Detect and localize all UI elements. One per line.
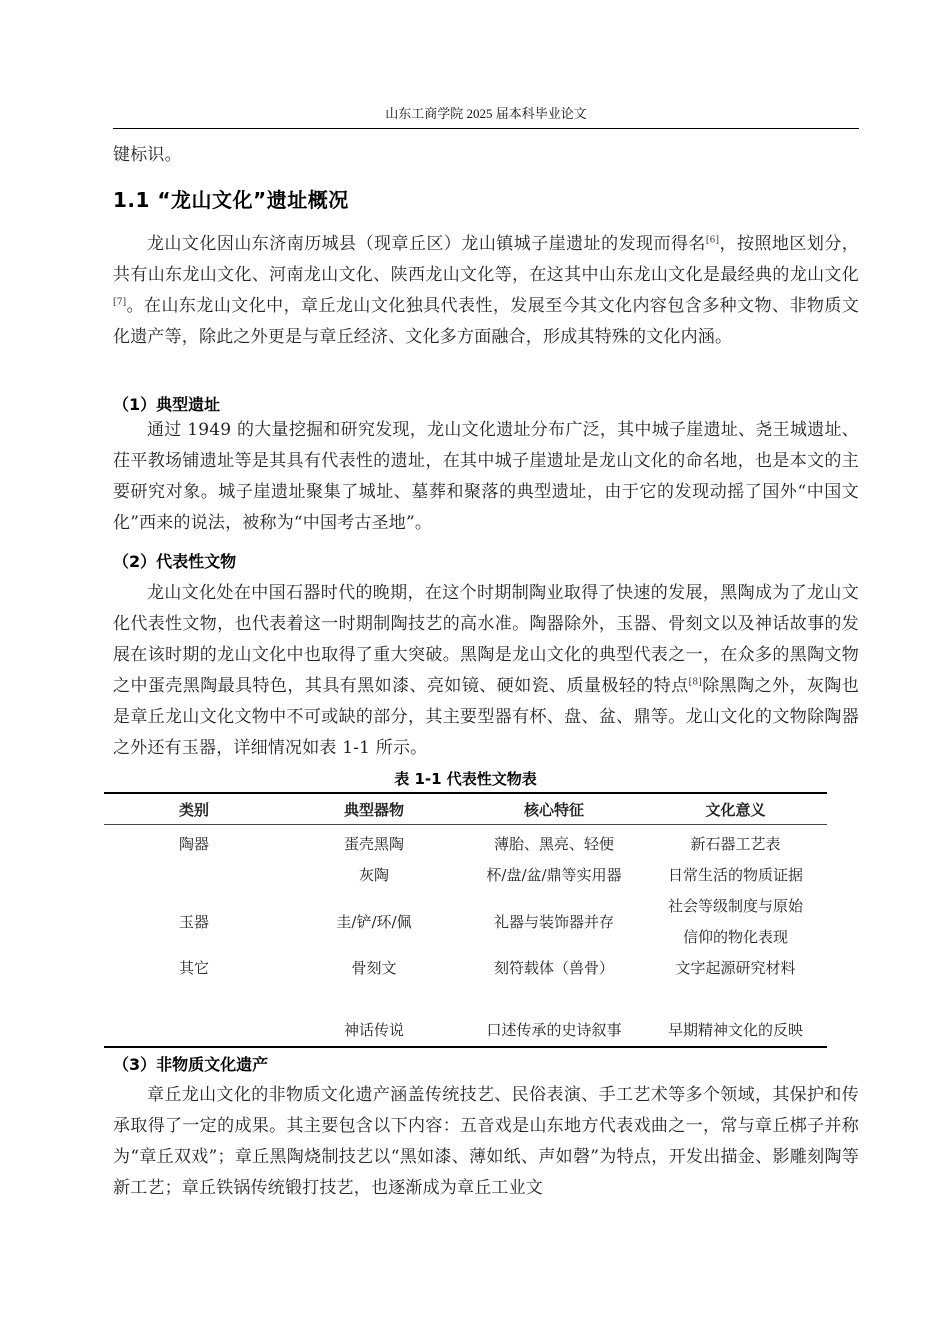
- subsection-3-paragraph: 章丘龙山文化的非物质文化遗产涵盖传统技艺、民俗表演、手工艺术等多个领域，其保护和传承取得了一定的成果。其主要包含以下内容：五音戏是山东地方代表戏曲之一，常与章丘梆子并称为“章丘双戏”；章丘黑陶烧制技艺以“黑如漆、薄如纸、声如磬”为特点，开发出描金、影雕刻陶等新工艺；章丘铁锅传统锻打技艺，也逐渐成为章丘工业文: [113, 1085, 859, 1198]
- table-cell: 骨刻文: [351, 959, 397, 977]
- table-cell: [104, 860, 284, 891]
- table-cell-line: 社会等级制度与原始: [667, 897, 803, 915]
- table-cell: 灰陶: [358, 866, 389, 884]
- table-cell: 薄胎、黑亮、轻便: [493, 835, 614, 853]
- table-header-significance: 文化意义: [705, 800, 766, 819]
- subsection-title-2: （2）代表性文物: [113, 552, 237, 571]
- subsection-3-block: [113, 1080, 859, 1204]
- continuation-text: 键标识。: [113, 145, 182, 165]
- table-cell: 刻符载体（兽骨）: [493, 959, 614, 977]
- subsection-2-text-2: 除黑陶之外，灰陶也是章丘龙山文化文物中不可或缺的部分，其主要型器有杯、盘、盆、鼎等。龙山文化的文物除陶器之外还有玉器，详细情况如表 1-1 所示。: [113, 676, 859, 758]
- table-spacer-row: [104, 984, 827, 1015]
- section-title: [113, 184, 349, 213]
- table-cell: 其它: [178, 959, 209, 977]
- table-header-features: 核心特征: [523, 800, 584, 819]
- table-cell: [644, 891, 827, 953]
- table-row: [104, 1015, 827, 1047]
- table-cell: 神话传说: [343, 1021, 404, 1039]
- subsection-2-paragraph: [113, 578, 859, 764]
- table-row: [104, 891, 827, 953]
- table-cell: [104, 1015, 284, 1047]
- table-row: [104, 953, 827, 984]
- table-cell: 口述传承的史诗叙事: [486, 1021, 622, 1039]
- continuation-text-block: [113, 140, 859, 171]
- section-heading: “龙山文化”遗址概况: [157, 188, 349, 212]
- table-cell: 日常生活的物质证据: [667, 866, 803, 884]
- table-cell: 蛋壳黑陶: [343, 835, 404, 853]
- table-cell: 新石器工艺表: [690, 835, 781, 853]
- subsection-title-1: （1）典型遗址: [113, 395, 221, 414]
- page-header: 山东工商学院 2025 届本科毕业论文: [385, 106, 587, 121]
- artifact-table: [104, 792, 827, 1048]
- subsection-2-block: [113, 578, 859, 764]
- intro-paragraph: [113, 229, 859, 353]
- table-cell: 玉器: [178, 912, 209, 931]
- table-header-artifact: 典型器物: [343, 800, 404, 819]
- table-cell: 圭/铲/环/佩: [336, 912, 412, 931]
- subsection-1-block: [113, 415, 859, 539]
- table-header-category: 类别: [178, 800, 209, 819]
- intro-text-1: 龙山文化因山东济南历城县（现章丘区）龙山镇城子崖遗址的发现而得名: [147, 234, 706, 254]
- table-cell: 陶器: [178, 835, 209, 853]
- table-caption: 表 1-1 代表性文物表: [394, 770, 537, 788]
- intro-text-2: ，按照地区划分，共有山东龙山文化、河南龙山文化、陕西龙山文化等，在这其中山东龙山文化是最经典的龙山文化: [113, 234, 859, 285]
- table-row: [104, 860, 827, 891]
- subsection-2-text-1: 龙山文化处在中国石器时代的晚期，在这个时期制陶业取得了快速的发展，黑陶成为了龙山文化代表性文物，也代表着这一时期制陶技艺的高水准。陶器除外，玉器、骨刻文以及神话故事的发展在该时期的龙山文化中也取得了重大突破。黑陶是龙山文化的典型代表之一，在众多的黑陶文物之中蛋壳黑陶最具特色，其具有黑如漆、亮如镜、硬如瓷、质量极轻的特点: [113, 583, 859, 696]
- subsection-title-3: （3）非物质文化遗产: [113, 1055, 269, 1074]
- table-cell-line: 信仰的物化表现: [682, 928, 788, 946]
- citation-8[interactable]: [8]: [688, 677, 702, 688]
- table-cell: 文字起源研究材料: [675, 959, 796, 977]
- table-cell: 杯/盘/盆/鼎等实用器: [486, 866, 622, 884]
- citation-6[interactable]: [6]: [705, 235, 720, 246]
- intro-text-3: 。在山东龙山文化中，章丘龙山文化独具代表性，发展至今其文化内容包含多种文物、非物质文化遗产等，除此之外更是与章丘经济、文化多方面融合，形成其特殊的文化内涵。: [113, 296, 859, 347]
- subsection-1-paragraph: 通过 1949 的大量挖掘和研究发现，龙山文化遗址分布广泛，其中城子崖遗址、尧王城遗址、茌平教场铺遗址等是其具有代表性的遗址，在其中城子崖遗址是龙山文化的命名地，也是本文的主要研究对象。城子崖遗址聚集了城址、墓葬和聚落的典型遗址，由于它的发现动摇了国外“中国文化”西来的说法，被称为“中国考古圣地”。: [113, 420, 859, 533]
- table-row: [104, 825, 827, 861]
- table-cell: 早期精神文化的反映: [667, 1021, 803, 1039]
- table-cell: 礼器与装饰器并存: [493, 912, 614, 931]
- citation-7[interactable]: [7]: [113, 297, 127, 308]
- intro-paragraph-block: [113, 229, 859, 353]
- table-header-row: [104, 793, 827, 825]
- header-rule: [113, 128, 859, 129]
- section-number: 1.1: [113, 188, 150, 212]
